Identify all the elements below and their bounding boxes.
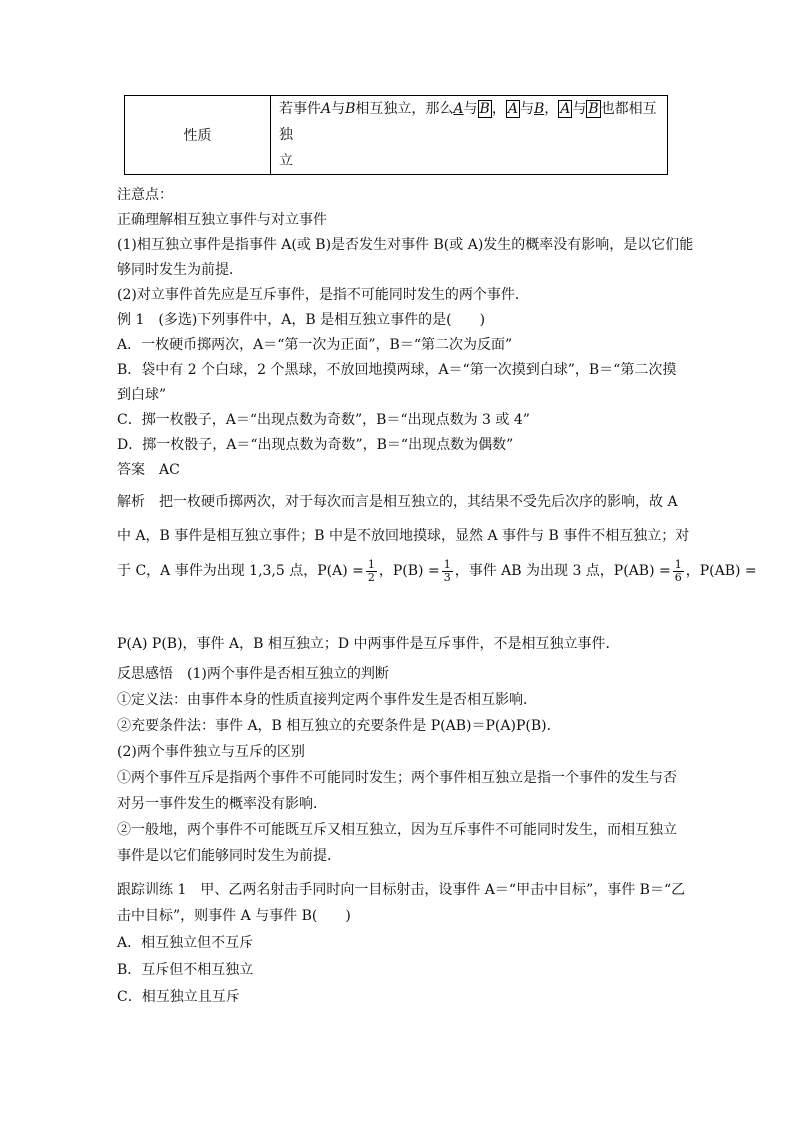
fraction-one-half — [366, 559, 377, 584]
property-text: 也都相互独 — [279, 101, 657, 143]
reflection-item-4: ②一般地，两个事件不可能既互斥又相互独立，因为互斥事件不可能同时发生，而相互独立 — [117, 822, 677, 838]
analysis-text: ，P(B) = — [378, 563, 440, 579]
fraction-denominator: 6 — [674, 570, 682, 584]
example-option-d: D．掷一枚骰子，A＝“出现点数为奇数”，B＝“出现点数为偶数” — [117, 437, 514, 453]
reflection-item-1: ①定义法：由事件本身的性质直接判定两个事件发生是否相互影响． — [117, 692, 537, 708]
notes-item-1: (1)相互独立事件是指事件 A(或 B)是否发生对事件 B(或 A)发生的概率没有影响，是以它们能 — [117, 237, 694, 253]
table-row — [125, 96, 668, 175]
property-text: 与 — [572, 101, 587, 117]
property-content — [271, 96, 668, 175]
example-stem: 例 1 (多选)下列事件中，A，B 是相互独立事件的是( ) — [117, 312, 486, 328]
property-label: 性质 — [125, 96, 271, 175]
var-a: A — [321, 101, 332, 117]
property-text: 若事件 — [279, 101, 321, 117]
example-option-a: A．一枚硬币掷两次，A＝“第一次为正面”，B＝“第二次为反面” — [117, 337, 513, 353]
complement-b: B — [533, 101, 545, 117]
reflection-item-3-cont: 对另一事件发生的概率没有影响． — [117, 796, 327, 812]
analysis-line-1: 解析 把一枚硬币掷两次，对于每次而言是相互独立的，其结果不受先后次序的影响，故 A — [117, 494, 678, 510]
fraction-denominator: 2 — [367, 570, 375, 584]
analysis-line-2: 中 A，B 事件是相互独立事件；B 中是不放回地摸球，显然 A 事件与 B 事件不相互独立；对 — [117, 528, 690, 544]
practice-option-c: C．相互独立且互斥 — [117, 989, 240, 1005]
example-answer: 答案 AC — [117, 462, 180, 478]
fraction-numerator: 1 — [674, 557, 682, 571]
practice-stem-cont: 击中目标”，则事件 A 与事件 B( ) — [117, 908, 351, 924]
reflection-item-2: ②充要条件法：事件 A，B 相互独立的充要条件是 P(AB)＝P(A)P(B)． — [117, 718, 561, 734]
analysis-line-4: P(A) P(B)，事件 A，B 相互独立；D 中两事件是互斥事件，不是相互独立事件． — [117, 636, 620, 652]
example-option-b-cont: 到白球” — [117, 387, 167, 403]
fraction-one-third — [442, 559, 453, 584]
fraction-denominator: 3 — [443, 570, 451, 584]
practice-stem: 跟踪训练 1 甲、乙两名射击手同时向一目标射击，设事件 A＝“甲击中目标”，事件 B＝“乙 — [117, 882, 686, 898]
fraction-one-sixth — [673, 559, 684, 584]
notes-subheading: 正确理解相互独立事件与对立事件 — [117, 212, 327, 228]
boxed-a: A — [560, 101, 571, 117]
property-text: 与 — [331, 101, 346, 117]
property-text: 相互独立，那么 — [355, 101, 454, 117]
complement-a: A — [453, 101, 464, 117]
example-option-c: C．掷一枚骰子，A＝“出现点数为奇数”，B＝“出现点数为 3 或 4” — [117, 412, 530, 428]
reflection-item-4-cont: 事件是以它们能够同时发生为前提． — [117, 848, 341, 864]
fraction-numerator: 1 — [367, 557, 375, 571]
analysis-text: ，P(AB) = — [685, 563, 757, 579]
practice-option-b: B．互斥但不相互独立 — [117, 962, 254, 978]
property-text: ， — [544, 101, 559, 117]
boxed-a: A — [507, 101, 518, 117]
notes-heading: 注意点： — [117, 187, 173, 203]
property-text: ， — [491, 101, 506, 117]
analysis-text: 于 C，A 事件为出现 1,3,5 点，P(A) = — [117, 563, 364, 579]
fraction-numerator: 1 — [443, 557, 451, 571]
property-text: 与 — [463, 101, 478, 117]
practice-option-a: A．相互独立但不互斥 — [117, 935, 254, 951]
property-text: 与 — [519, 101, 534, 117]
property-table — [124, 95, 668, 175]
reflection-title-2: (2)两个事件独立与互斥的区别 — [117, 744, 305, 760]
boxed-b: B — [479, 101, 490, 117]
analysis-line-3 — [117, 556, 757, 586]
var-b: B — [345, 101, 356, 117]
notes-item-1-cont: 够同时发生为前提． — [117, 262, 243, 278]
example-option-b: B．袋中有 2 个白球，2 个黑球，不放回地摸两球，A＝“第一次摸到白球”，B＝“第二次摸 — [117, 362, 677, 378]
boxed-b: B — [588, 101, 599, 117]
notes-item-2: (2)对立事件首先应是互斥事件，是指不可能同时发生的两个事件． — [117, 287, 529, 303]
reflection-item-3: ①两个事件互斥是指两个事件不可能同时发生；两个事件相互独立是指一个事件的发生与否 — [117, 770, 677, 786]
property-text: 立 — [279, 153, 293, 169]
reflection-title: 反思感悟 (1)两个事件是否相互独立的判断 — [117, 666, 389, 682]
analysis-text: ，事件 AB 为出现 3 点，P(AB) = — [454, 563, 671, 579]
